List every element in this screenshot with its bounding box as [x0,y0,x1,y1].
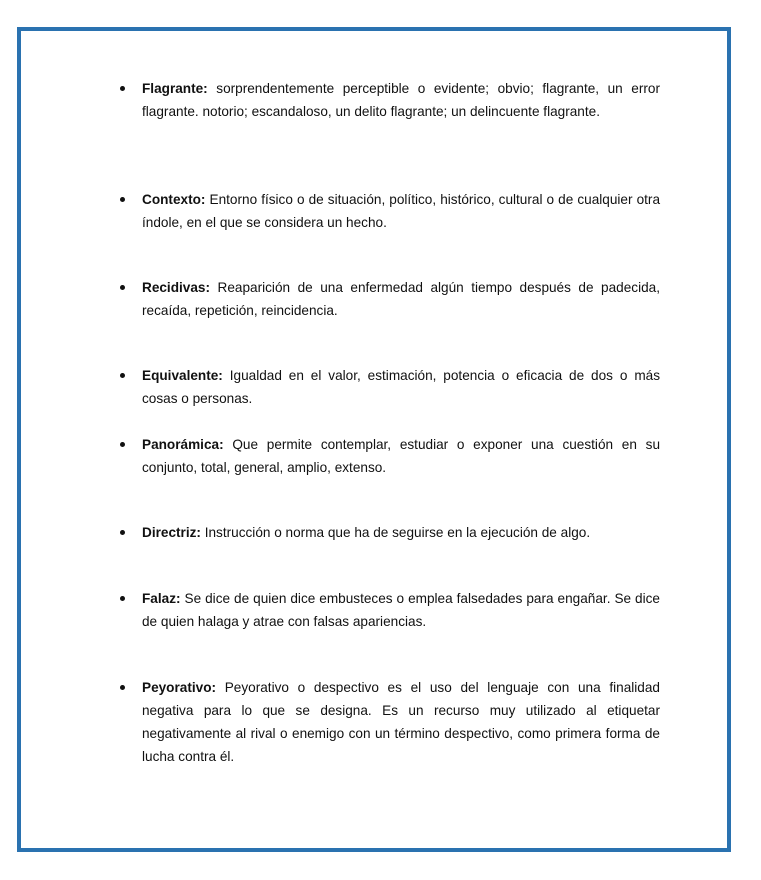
glossary-term: Peyorativo: [142,680,217,695]
glossary-definition: Instrucción o norma que ha de seguirse en la ejecución de algo. [204,525,591,540]
glossary-definition: Igualdad en el valor, estimación, potencia o eficacia de dos o más cosas o personas. [142,368,660,406]
glossary-definition: Entorno físico o de situación, político, histórico, cultural o de cualquier otra índole, en el que se considera un hecho. [142,192,661,230]
glossary-term: Directriz: [142,525,201,540]
glossary-term: Panorámica: [142,437,224,452]
glossary-item-panoramica [142,433,660,479]
glossary-term: Falaz: [142,591,181,606]
glossary-item-contexto [142,188,660,234]
glossary-item-falaz [142,587,660,633]
glossary-definition: Que permite contemplar, estudiar o exponer una cuestión en su conjunto, total, general, amplio, extenso. [142,437,661,475]
glossary-definition: Reaparición de una enfermedad algún tiempo después de padecida, recaída, repetición, reincidencia. [142,280,661,318]
glossary-item-equivalente [142,364,660,410]
glossary-item-directriz [142,521,660,544]
glossary-definition: Peyorativo o despectivo es el uso del lenguaje con una finalidad negativa para lo que se designa. Es un recurso muy utilizado al etiquetar negativamente al rival o enemigo con un término despectivo, como primera forma de lucha contra él. [142,680,660,764]
glossary-term: Contexto: [142,192,206,207]
glossary-definition: sorprendentemente perceptible o evidente; obvio; flagrante, un error flagrante. notorio; escandaloso, un delito flagrante; un delincuente flagrante. [142,81,660,119]
glossary-term: Equivalente: [142,368,223,383]
glossary-item-flagrante [142,77,660,123]
glossary-item-recidivas [142,276,660,322]
glossary-term: Recidivas: [142,280,211,295]
glossary-term: Flagrante: [142,81,208,96]
glossary-item-peyorativo [142,676,660,768]
glossary-definition: Se dice de quien dice embusteces o emplea falsedades para engañar. Se dice de quien halaga y atrae con falsas apariencias. [142,591,660,629]
